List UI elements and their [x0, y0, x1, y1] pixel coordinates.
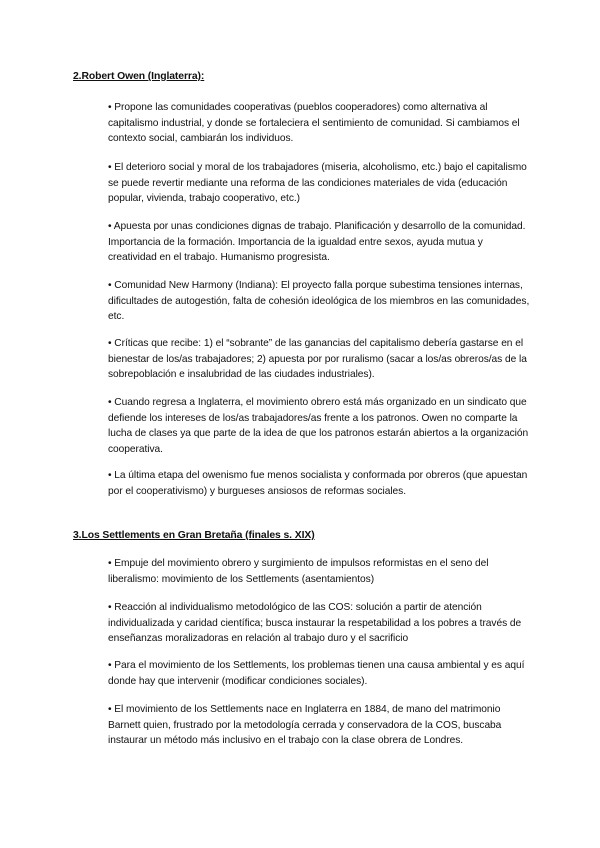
list-item: • Críticas que recibe: 1) el “sobrante” de las ganancias del capitalismo debería gastarse en el bienestar de los/as trabajadores; 2) apuesta por por ruralismo (sacar a los/as obreros/as de la sobrepoblación e insalubridad de las ciudades industriales).	[108, 338, 527, 381]
section-heading-settlements: 3.Los Settlements en Gran Bretaña (finales s. XIX)	[73, 530, 315, 541]
list-item: • Comunidad New Harmony (Indiana): El proyecto falla porque subestima tensiones internas, dificultades de autogestión, falta de cohesión ideológica de los miembros en las comunidades, etc.	[108, 280, 530, 323]
list-item: • Cuando regresa a Inglaterra, el movimiento obrero está más organizado en un sindicato que defiende los intereses de los/as trabajadores/as frente a los patronos. Owen no comparte la lucha de clases ya que parte de la idea de que los patronos estarán abiertos a la organización cooperativa.	[108, 397, 529, 455]
list-item: • El deterioro social y moral de los trabajadores (miseria, alcoholismo, etc.) bajo el capitalismo se puede revertir mediante una reforma de las condiciones materiales de vida (educación popular, vivienda, trabajo cooperativo, etc.)	[108, 162, 527, 205]
list-item: • Propone las comunidades cooperativas (pueblos cooperadores) como alternativa al capitalismo industrial, y donde se fortaleciera el sentimiento de comunidad. Si cambiamos el contexto social, cambiarán los individuos.	[108, 102, 520, 145]
list-item: • Empuje del movimiento obrero y surgimiento de impulsos reformistas en el seno del liberalismo: movimiento de los Settlements (asentamientos)	[108, 558, 489, 585]
section-heading-robert-owen: 2.Robert Owen (Inglaterra):	[73, 71, 205, 82]
list-item: • La última etapa del owenismo fue menos socialista y conformada por obreros (que apuestan por el cooperativismo) y burgueses ansiosos de reformas sociales.	[108, 470, 528, 497]
list-item: • Apuesta por unas condiciones dignas de trabajo. Planificación y desarrollo de la comunidad. Importancia de la formación. Importancia de la igualdad entre sexos, ayuda mutua y creatividad en el trabajo. Humanismo progresista.	[108, 221, 526, 264]
list-item: • Reacción al individualismo metodológico de las COS: solución a partir de atención individualizada y caridad científica; busca instaurar la respetabilidad a los pobres a través de enseñanzas moralizadoras en relación al trabajo duro y el sacrificio	[108, 602, 522, 645]
list-item: • Para el movimiento de los Settlements, los problemas tienen una causa ambiental y es aquí donde hay que intervenir (modificar condiciones sociales).	[108, 660, 525, 687]
list-item: • El movimiento de los Settlements nace en Inglaterra en 1884, de mano del matrimonio Barnett quien, frustrado por la metodología cerrada y conservadora de la COS, buscaba instaurar un método más inclusivo en el trabajo con la clase obrera de Londres.	[108, 704, 502, 747]
